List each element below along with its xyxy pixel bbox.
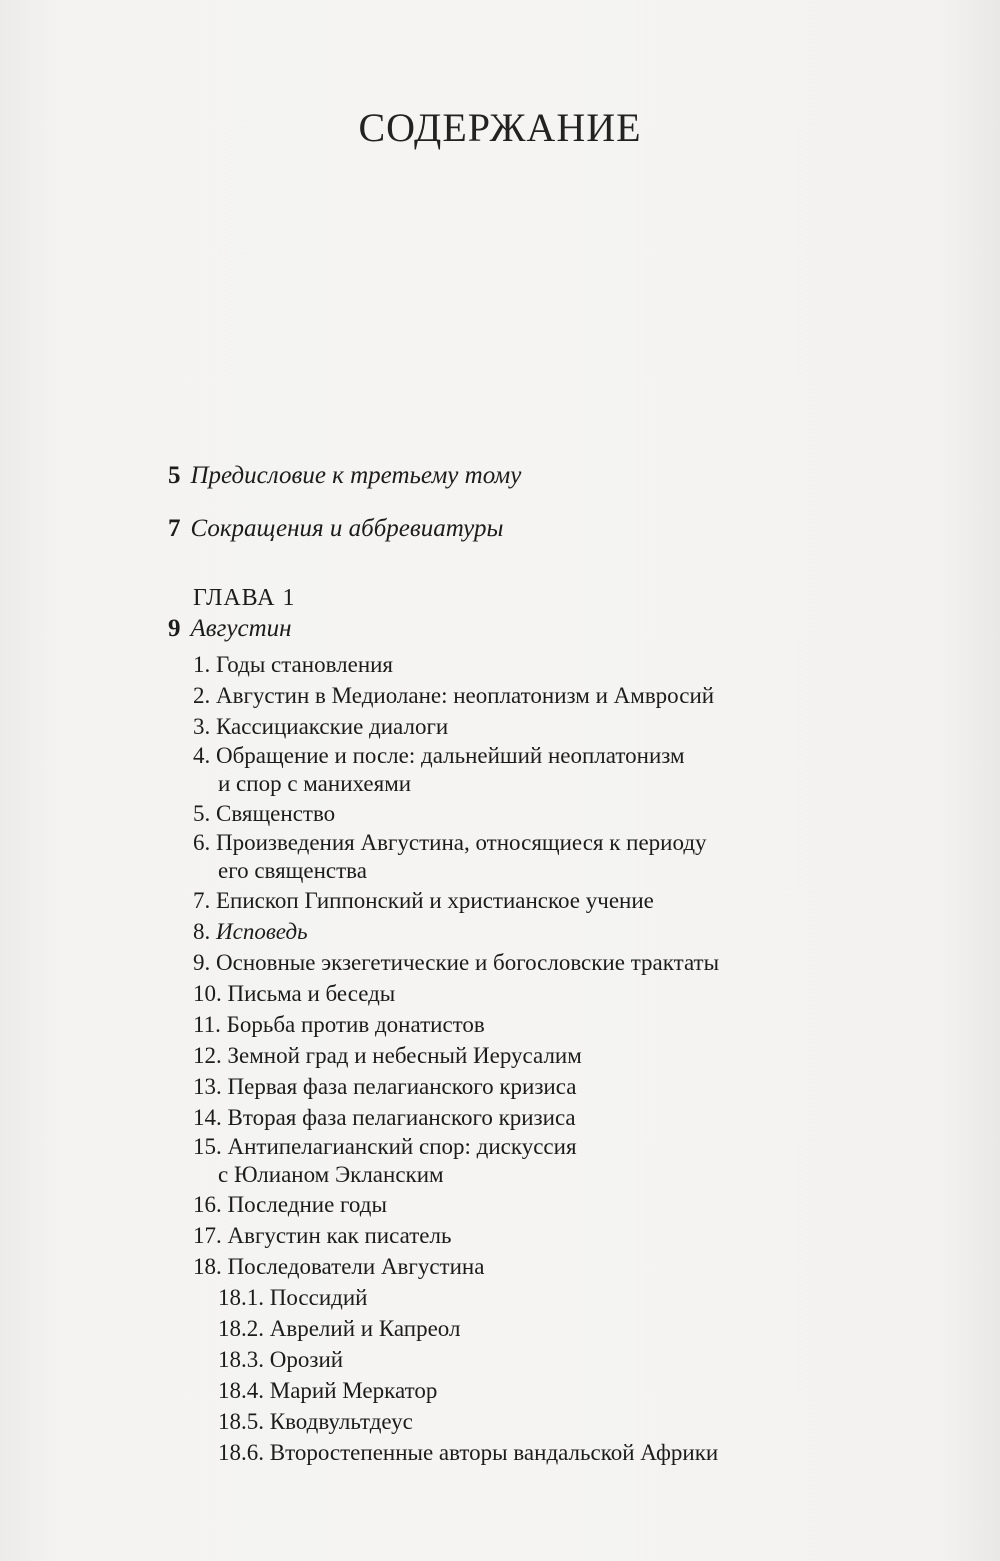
- chapter-title: Августин: [190, 615, 292, 642]
- section-item: [193, 916, 893, 947]
- page-title: СОДЕРЖАНИЕ: [358, 105, 642, 150]
- section-item: 16. Последние годы: [193, 1192, 387, 1217]
- section-item: 11. Борьба против донатистов: [193, 1012, 485, 1037]
- page-number: 9: [168, 615, 181, 642]
- section-item: [193, 829, 893, 885]
- section-line: 6. Произведения Августина, относящиеся к периоду: [193, 830, 707, 855]
- entry-title: Сокращения и аббревиатуры: [190, 515, 504, 542]
- page-number: 5: [168, 462, 181, 489]
- section-item: 10. Письма и беседы: [193, 981, 396, 1006]
- toc-entry-chapter-1: [168, 615, 292, 643]
- section-number: 8.: [193, 919, 211, 944]
- section-item: [193, 742, 893, 798]
- subsection-item: 18.4. Марий Меркатор: [218, 1378, 438, 1403]
- section-item: 3. Кассициакские диалоги: [193, 714, 449, 739]
- section-item: 18. Последователи Августина: [193, 1254, 485, 1279]
- section-item: 9. Основные экзегетические и богословские трактаты: [193, 950, 720, 975]
- section-list: [193, 649, 893, 1468]
- toc-entry-preface: [168, 463, 521, 488]
- section-item: 5. Священство: [193, 801, 336, 826]
- section-item: 12. Земной град и небесный Иерусалим: [193, 1043, 582, 1068]
- subsection-item: 18.1. Поссидий: [218, 1285, 368, 1310]
- section-title-italic: Исповедь: [216, 919, 308, 944]
- section-line-continued: и спор с манихеями: [218, 771, 412, 796]
- section-item: 17. Августин как писатель: [193, 1223, 452, 1248]
- chapter-heading: ГЛАВА 1: [193, 585, 296, 611]
- subsection-item: 18.5. Кводвультдеус: [218, 1409, 413, 1434]
- section-line: 15. Антипелагианский спор: дискуссия: [193, 1134, 577, 1159]
- page-number: 7: [168, 515, 181, 542]
- entry-title: Предисловие к третьему тому: [190, 462, 522, 489]
- section-line-continued: его священства: [218, 858, 367, 883]
- section-item: 7. Епископ Гиппонский и христианское учение: [193, 888, 654, 913]
- section-line-continued: с Юлианом Экланским: [218, 1162, 444, 1187]
- subsection-item: 18.6. Второстепенные авторы вандальской Африки: [218, 1440, 719, 1465]
- subsection-item: 18.2. Аврелий и Капреол: [218, 1316, 461, 1341]
- section-line: 4. Обращение и после: дальнейший неоплатонизм: [193, 743, 685, 768]
- section-item: 2. Августин в Медиолане: неоплатонизм и Амвросий: [193, 683, 715, 708]
- subsection-item: 18.3. Орозий: [218, 1347, 344, 1372]
- section-item: 13. Первая фаза пелагианского кризиса: [193, 1074, 577, 1099]
- section-item: 14. Вторая фаза пелагианского кризиса: [193, 1105, 576, 1130]
- toc-entry-abbreviations: [168, 516, 503, 541]
- section-item: [193, 1133, 893, 1189]
- section-item: 1. Годы становления: [193, 652, 394, 677]
